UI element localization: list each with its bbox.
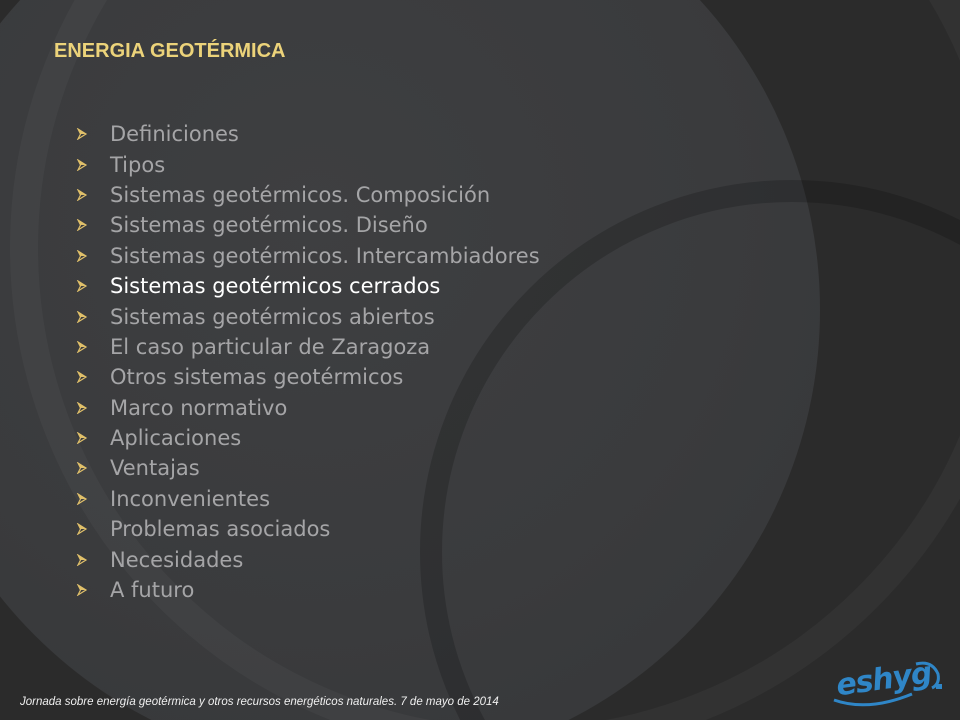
agenda-item-label: Problemas asociados — [110, 517, 331, 542]
arrow-bullet-icon — [76, 189, 110, 201]
arrow-bullet-icon — [76, 219, 110, 231]
agenda-item — [76, 271, 540, 301]
agenda-item — [76, 514, 540, 544]
agenda-item-label: Aplicaciones — [110, 426, 242, 451]
agenda-item-label: Sistemas geotérmicos. Composición — [110, 182, 491, 207]
arrow-bullet-icon — [76, 341, 110, 353]
agenda-item-label: Sistemas geotérmicos. Diseño — [110, 213, 428, 238]
arrow-bullet-icon — [76, 311, 110, 323]
arrow-bullet-icon — [76, 128, 110, 140]
agenda-item — [76, 149, 540, 179]
arrow-bullet-icon — [76, 371, 110, 383]
arrow-bullet-icon — [76, 554, 110, 566]
agenda-item-label: A futuro — [110, 578, 195, 603]
arrow-bullet-icon — [76, 402, 110, 414]
agenda-item — [76, 362, 540, 392]
agenda-item — [76, 484, 540, 514]
arrow-bullet-icon — [76, 159, 110, 171]
agenda-item — [76, 332, 540, 362]
agenda-item — [76, 575, 540, 605]
agenda-item — [76, 423, 540, 453]
agenda-item — [76, 453, 540, 483]
agenda-item — [76, 301, 540, 331]
arrow-bullet-icon — [76, 462, 110, 474]
agenda-item — [76, 241, 540, 271]
agenda-item-label: Sistemas geotérmicos cerrados — [110, 274, 441, 299]
logo-text: eshyg — [834, 655, 934, 704]
arrow-bullet-icon — [76, 432, 110, 444]
agenda-item — [76, 393, 540, 423]
agenda-item-label: El caso particular de Zaragoza — [110, 334, 431, 359]
agenda-item-label: Necesidades — [110, 547, 244, 572]
agenda-item-label: Sistemas geotérmicos. Intercambiadores — [110, 243, 540, 268]
agenda-item — [76, 180, 540, 210]
arrow-bullet-icon — [76, 280, 110, 292]
agenda-item-label: Marco normativo — [110, 395, 288, 420]
agenda-item — [76, 119, 540, 149]
agenda-item-label: Sistemas geotérmicos abiertos — [110, 304, 435, 329]
eshyg-logo — [828, 654, 952, 714]
agenda-item-label: Inconvenientes — [110, 486, 271, 511]
agenda-list — [76, 119, 540, 605]
footer-text: Jornada sobre energía geotérmica y otros recursos energéticos naturales. 7 de mayo de 2014 — [20, 696, 499, 708]
agenda-item — [76, 544, 540, 574]
agenda-item-label: Tipos — [110, 152, 166, 177]
arrow-bullet-icon — [76, 584, 110, 596]
arrow-bullet-icon — [76, 250, 110, 262]
agenda-item-label: Otros sistemas geotérmicos — [110, 365, 404, 390]
arrow-bullet-icon — [76, 493, 110, 505]
arrow-bullet-icon — [76, 523, 110, 535]
agenda-item-label: Definiciones — [110, 122, 239, 147]
agenda-item — [76, 210, 540, 240]
slide-title: ENERGIA GEOTÉRMICA — [54, 40, 286, 62]
agenda-item-label: Ventajas — [110, 456, 200, 481]
